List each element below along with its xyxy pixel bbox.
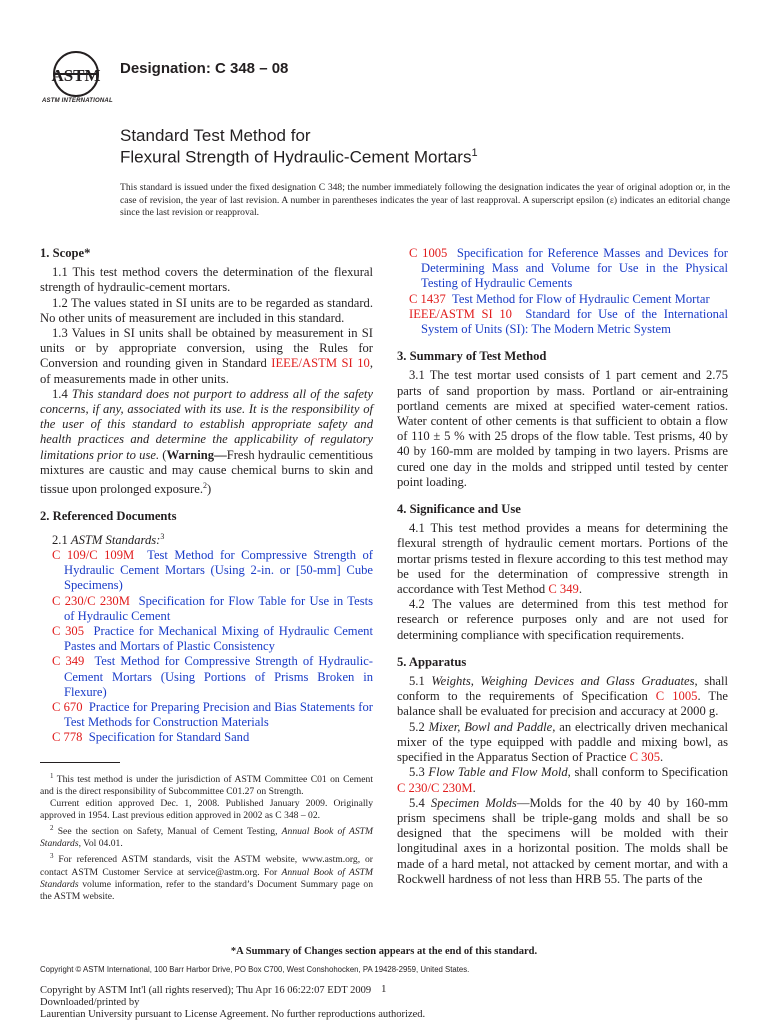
reference-title-link[interactable]: Test Method for Compressive Strength of Hydraulic Cement Mortars (Using 2-in. or [50-mm] Cube Specimens) <box>64 548 374 593</box>
footnote-mark-3: 3 <box>160 531 165 541</box>
para-5-1-title: Weights, Weighing Devices and Glass Graduates <box>431 674 695 689</box>
footnote-1 <box>40 770 373 798</box>
section-heading-significance: 4. Significance and Use <box>397 502 521 517</box>
para-2-1 <box>40 529 373 548</box>
footnote-3-italic: Annual Book of ASTM Standards <box>40 866 373 890</box>
para-1-4-num: 1.4 <box>52 386 72 401</box>
reference-title-link[interactable]: Test Method for Compressive Strength of Hydraulic-Cement Mortars (Using Portions of Prisms Broken in Flexure) <box>64 654 373 699</box>
para-5-2-num: 5.2 <box>409 719 429 734</box>
reference-code-link[interactable]: C 778 <box>52 730 83 745</box>
link-c230[interactable]: C 230/C 230M <box>397 780 473 795</box>
reference-title-link[interactable]: Test Method for Flow of Hydraulic Cement Mortar <box>452 291 710 306</box>
para-2-1-num: 2.1 <box>52 532 71 547</box>
reference-item <box>40 700 373 730</box>
title-footnote-mark: 1 <box>471 147 478 159</box>
copyright-line: Copyright © ASTM International, 100 Barr Harbor Drive, PO Box C700, West Conshohocken, PA 19428-2959, United States. <box>40 965 470 974</box>
link-ieee-astm-si-10[interactable]: IEEE/ASTM SI 10 <box>271 356 370 371</box>
footnote-3-text: For referenced ASTM standards, visit the ASTM website, www.astm.org, or contact ASTM Customer Service at service@astm.org. For <box>40 854 373 878</box>
para-3-1: 3.1 The test mortar used consists of 1 part cement and 2.75 parts of sand proportion by mass. Portland or air-entraining portland cements are mixed at specified water-cement ratios. Water content of other cements is that sufficient to obtain a flow of 110 ± 5 % with 25 drops of the flow table. Test prisms, 40 by 40 by 160-mm are molded by tamping in two layers. Prisms are cured one day in the molds and stripped until tested by center point loading. <box>397 368 728 489</box>
astm-standards-label: ASTM Standards: <box>70 532 161 547</box>
summary-of-changes-note: *A Summary of Changes section appears at the end of this standard. <box>230 946 538 957</box>
right-column <box>397 246 728 887</box>
reference-list-continued <box>397 246 728 337</box>
title-line-2 <box>120 147 478 168</box>
para-5-4-text: —Molds for the 40 by 40 by 160-mm prism specimens shall be triple-gang molds and shall be so designed that the specimens will be molded with their longitudinal axes in a horizontal position. The molds shall be made of a hard metal, not attacked by cement mortar, and with a Rockwell hardness of not less than HRB 55. The parts of the <box>397 795 728 886</box>
reference-item <box>40 624 373 654</box>
reference-item <box>40 730 373 745</box>
download-line-2: Downloaded/printed by <box>40 996 140 1008</box>
para-1-3-text: 1.3 Values in SI units shall be obtained by measurement in SI units or by appropriate conversion, using the Rules for Conversion and rounding given in Standard <box>40 326 373 371</box>
para-5-4 <box>397 796 728 887</box>
footnote-3-mark: 3 <box>50 852 54 861</box>
footnote-2-italic: Annual Book of ASTM Standards <box>40 826 373 850</box>
footnote-mark-2: 2 <box>203 481 207 491</box>
para-5-3 <box>397 765 728 795</box>
para-5-3-num: 5.3 <box>409 765 429 780</box>
footnote-rule <box>40 762 120 763</box>
para-5-2 <box>397 720 728 766</box>
safety-statement: This standard does not purport to address all of the safety concerns, if any, associated with its use. It is the responsibility of the user of this standard to establish appropriate safety and health practices and determine the applicability of regulatory limitations prior to use. <box>40 386 373 462</box>
footnote-2-end: , Vol 04.01. <box>78 838 123 850</box>
page-number: 1 <box>381 983 387 995</box>
para-5-3-title: Flow Table and Flow Mold <box>428 765 568 780</box>
reference-code-link[interactable]: C 1437 <box>409 291 446 306</box>
reference-title-link[interactable]: Specification for Reference Masses and Devices for Determining Mass and Volume for Use in the Physical Testing of Hydraulic Cements <box>421 246 728 291</box>
reference-list <box>40 548 373 746</box>
astm-logo <box>40 50 112 110</box>
reference-code-link[interactable]: IEEE/ASTM SI 10 <box>409 306 512 321</box>
download-line-1: Copyright by ASTM Int'l (all rights reserved); Thu Apr 16 06:22:07 EDT 2009 <box>40 985 372 996</box>
para-1-1: 1.1 This test method covers the determination of the flexural strength of hydraulic-cement mortars. <box>40 265 373 295</box>
reference-code-link[interactable]: C 109/C 109M <box>52 548 135 563</box>
para-5-1-text: , shall conform to the requirements of Specification <box>397 674 729 704</box>
footnote-1-mark: 1 <box>50 772 54 780</box>
para-5-4-title: Specimen Molds <box>430 795 517 810</box>
reference-code-link[interactable]: C 305 <box>52 624 85 639</box>
reference-code-link[interactable]: C 349 <box>52 654 85 669</box>
reference-code-link[interactable]: C 230/C 230M <box>52 593 130 608</box>
para-5-2-end: . <box>660 750 664 765</box>
reference-item <box>40 594 373 624</box>
para-5-4-num: 5.4 <box>409 795 431 810</box>
para-5-2-title: Mixer, Bowl and Paddle <box>428 719 553 734</box>
designation: Designation: C 348 – 08 <box>120 60 289 77</box>
para-5-1 <box>397 674 728 720</box>
para-4-2: 4.2 The values are determined from this test method for research or reference purposes only and are not used for determining compliance with specification requirements. <box>397 597 728 642</box>
logo-text: ASTM INTERNATIONAL <box>42 98 113 104</box>
para-5-1-end: . The balance shall be evaluated for precision and accuracy at 2000 g. <box>397 689 728 719</box>
para-1-3-end: , of measurements made in other units. <box>40 356 373 386</box>
warning-text: Fresh hydraulic cementitious mixtures are caustic and may cause chemical burns to skin and tissue upon prolonged exposure. <box>40 447 374 497</box>
reference-item <box>40 548 373 594</box>
footnote-2-mark: 2 <box>50 824 54 833</box>
warning-close: ) <box>207 482 212 497</box>
reference-code-link[interactable]: C 1005 <box>409 246 448 260</box>
warning-open: ( <box>159 447 167 462</box>
svg-text:ASTM: ASTM <box>51 66 101 85</box>
para-1-3 <box>40 326 373 387</box>
footnote-2 <box>40 822 373 850</box>
reference-item <box>397 246 728 292</box>
section-heading-referenced: 2. Referenced Documents <box>40 509 177 524</box>
footnotes <box>40 770 373 903</box>
para-4-1-end: . <box>578 582 582 597</box>
link-c349[interactable]: C 349 <box>548 582 579 597</box>
reference-title-link[interactable]: Specification for Flow Table for Use in Tests of Hydraulic Cement <box>64 593 374 623</box>
link-c305[interactable]: C 305 <box>629 750 661 765</box>
title-line-1: Standard Test Method for <box>120 126 311 145</box>
reference-title-link[interactable]: Practice for Preparing Precision and Bias Statements for Test Methods for Construction Materials <box>64 700 373 730</box>
document-title: Flexural Strength of Hydraulic-Cement Mortars <box>120 147 472 167</box>
issuance-note: This standard is issued under the fixed designation C 348; the number immediately following the designation indicates the year of original adoption or, in the case of revision, the year of last revision. A number in parentheses indicates the year of last reapproval. A superscript epsilon (ε) indicates an editorial change since the last revision or reapproval. <box>120 182 730 218</box>
reference-item <box>40 654 373 700</box>
footnote-1-edition: Current edition approved Dec. 1, 2008. Published January 2009. Originally approved in 1954. Last previous edition approved in 2002 as C 348 – 02. <box>40 798 373 822</box>
footnote-2-text: See the section on Safety, Manual of Cement Testing, <box>57 826 282 838</box>
reference-title-link[interactable]: Standard for Use of the International System of Units (SI): The Modern Metric System <box>421 306 728 337</box>
warning-label: Warning— <box>166 447 227 462</box>
para-4-1-text: 4.1 This test method provides a means for determining the flexural strength of hydraulic cement mortars. Portions of the mortar prisms tested in flexure according to this test method may be used for the determination of compressive strength in accordance with Test Method <box>397 521 728 597</box>
link-c1005[interactable]: C 1005 <box>655 689 698 704</box>
para-4-1 <box>397 521 728 597</box>
para-1-4 <box>40 387 373 498</box>
reference-item <box>397 292 728 307</box>
download-line-3: Laurentian University pursuant to License Agreement. No further reproductions authorized. <box>40 1008 426 1020</box>
footnote-3 <box>40 850 373 902</box>
section-heading-scope: 1. Scope* <box>40 246 91 260</box>
section-heading-summary: 3. Summary of Test Method <box>397 349 547 364</box>
reference-item <box>397 307 728 337</box>
section-heading-apparatus: 5. Apparatus <box>397 654 467 669</box>
left-column <box>40 246 373 746</box>
footnote-3-end: volume information, refer to the standard’s Document Summary page on the ASTM website. <box>40 878 373 902</box>
para-5-3-end: . <box>472 780 476 795</box>
para-1-2: 1.2 The values stated in SI units are to be regarded as standard. No other units of measurement are included in this standard. <box>40 295 373 325</box>
download-notice <box>40 985 425 1020</box>
reference-title-link[interactable]: Practice for Mechanical Mixing of Hydraulic Cement Pastes and Mortars of Plastic Consistency <box>64 624 373 654</box>
reference-title-link[interactable]: Specification for Standard Sand <box>88 730 250 745</box>
para-5-3-text: , shall conform to Specification <box>567 765 729 780</box>
reference-code-link[interactable]: C 670 <box>52 700 83 715</box>
para-5-2-text: , an electrically driven mechanical mixer of the type equipped with paddle and mixing bowl, as specified in the Apparatus Section of Practice <box>397 719 729 765</box>
footnote-1-text: This test method is under the jurisdiction of ASTM Committee C01 on Cement and is the direct responsibility of Subcommittee C01.27 on Strength. <box>40 774 373 798</box>
para-5-1-num: 5.1 <box>409 674 432 689</box>
